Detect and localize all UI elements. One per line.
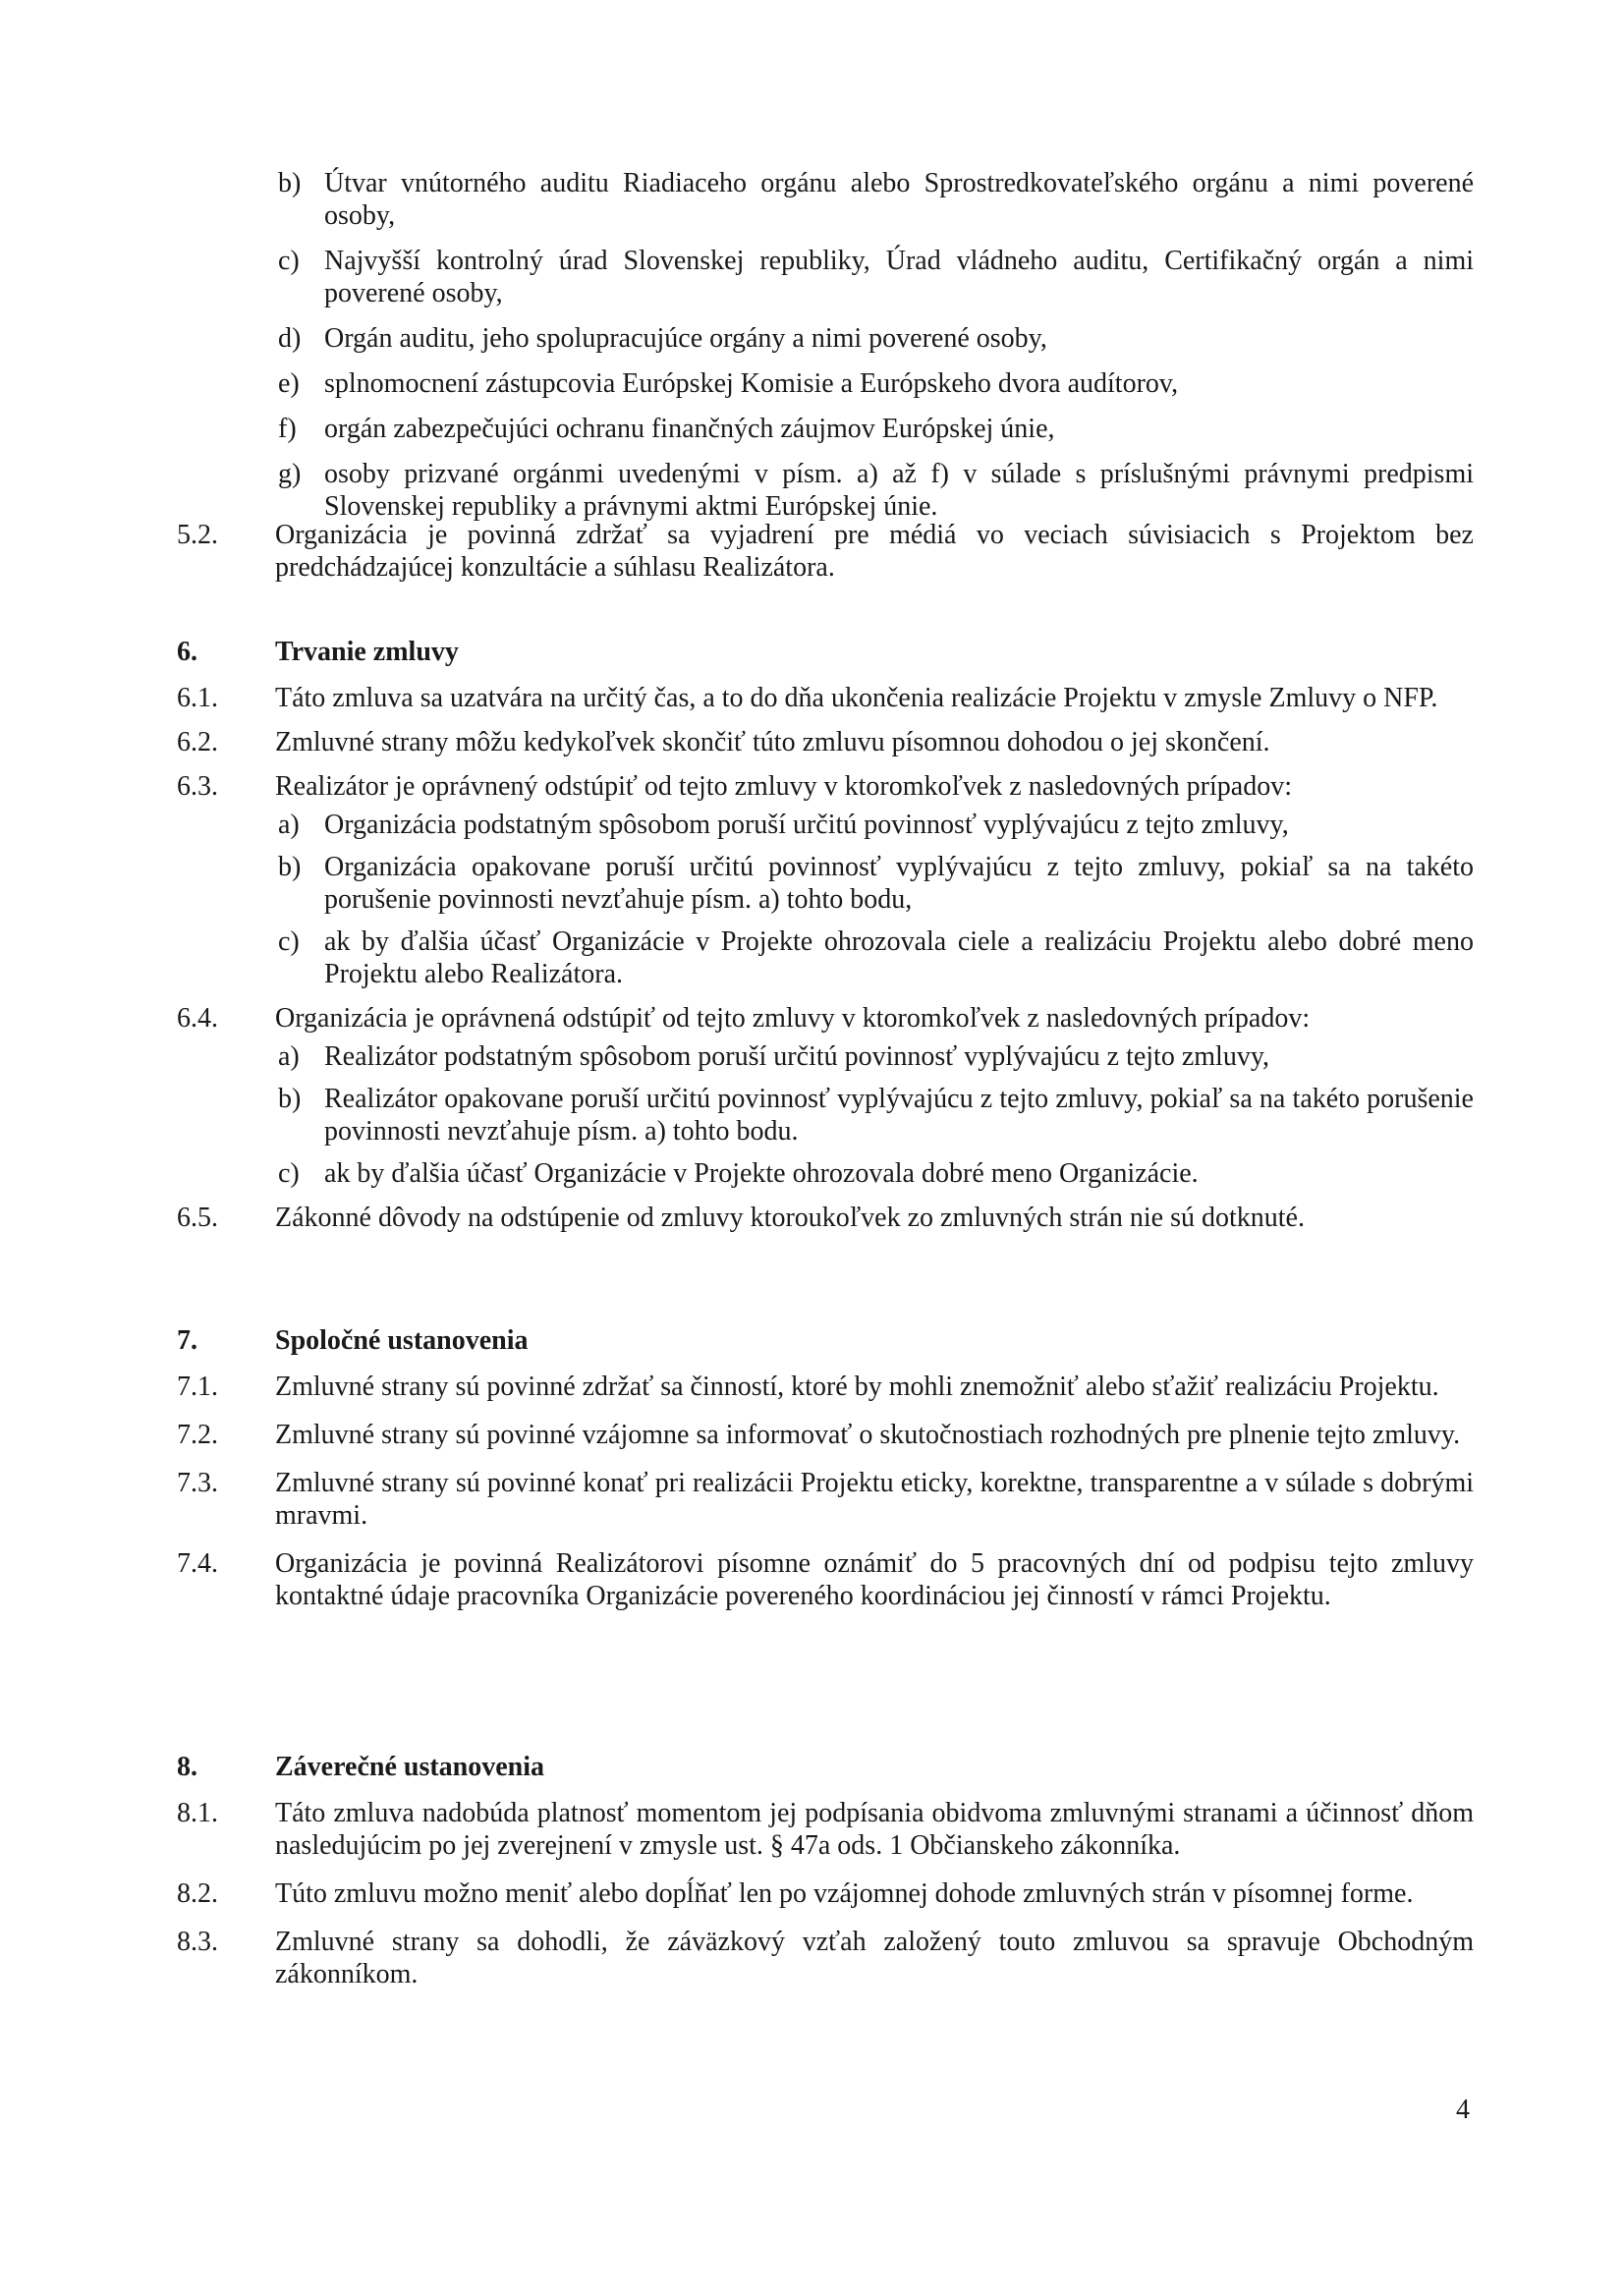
item-text: Útvar vnútorného auditu Riadiaceho orgánu alebo Sprostredkovateľského orgánu a nimi poverené osoby, [324, 168, 1474, 231]
numbered-clause [177, 726, 1474, 758]
clause-number: 7.1. [177, 1372, 218, 1402]
clause-number: 8.3. [177, 1927, 218, 1957]
list-item [177, 1157, 1474, 1190]
section-title: Záverečné ustanovenia [275, 1752, 545, 1782]
numbered-clause [177, 770, 1474, 803]
item-letter: d) [278, 323, 302, 354]
item-text: Organizácia podstatným spôsobom poruší určitú povinnosť vyplývajúcu z tejto zmluvy, [324, 810, 1289, 840]
clause-number: 8.1. [177, 1798, 218, 1828]
clause-text: Zmluvné strany sú povinné zdržať sa činností, ktoré by mohli znemožniť alebo sťažiť realizáciu Projektu. [275, 1372, 1439, 1402]
section-number: 7. [177, 1325, 197, 1356]
numbered-clause [177, 682, 1474, 714]
section-heading [177, 1324, 1474, 1357]
page-number: 4 [1456, 2095, 1470, 2125]
list-item [177, 1083, 1474, 1148]
numbered-clause [177, 1419, 1474, 1451]
section-heading [177, 636, 1474, 668]
clause-text: Organizácia je oprávnená odstúpiť od tejto zmluvy v ktoromkoľvek z nasledovných prípadov: [275, 1003, 1311, 1034]
list-item [177, 458, 1474, 523]
list-item [177, 322, 1474, 355]
numbered-clause [177, 1926, 1474, 1990]
clause-text: Zmluvné strany môžu kedykoľvek skončiť túto zmluvu písomnou dohodou o jej skončení. [275, 727, 1270, 757]
clause-number: 6.4. [177, 1003, 218, 1034]
item-text: osoby prizvané orgánmi uvedenými v písm. a) až f) v súlade s príslušnými právnymi predpismi Slovenskej republiky a právnymi aktmi Európskej únie. [324, 459, 1474, 522]
item-text: Realizátor opakovane poruší určitú povinnosť vyplývajúcu z tejto zmluvy, pokiaľ sa na takéto porušenie povinnosti nevzťahuje písm. a) tohto bodu. [324, 1084, 1474, 1147]
clause-number: 6.2. [177, 727, 218, 757]
clause-text: Organizácia je povinná zdržať sa vyjadrení pre médiá vo veciach súvisiacich s Projektom bez predchádzajúcej konzultácie a súhlasu Realizátora. [275, 520, 1474, 583]
item-text: ak by ďalšia účasť Organizácie v Projekte ohrozovala ciele a realizáciu Projektu alebo dobré meno Projektu alebo Realizátora. [324, 926, 1474, 989]
clause-text: Organizácia je povinná Realizátorovi písomne oznámiť do 5 pracovných dní od podpisu tejto zmluvy kontaktné údaje pracovníka Organizácie povereného koordináciou jej činností v rámci Projektu. [275, 1548, 1474, 1611]
item-text: splnomocnení zástupcovia Európskej Komisie a Európskeho dvora audítorov, [324, 368, 1179, 399]
item-text: orgán zabezpečujúci ochranu finančných záujmov Európskej únie, [324, 414, 1055, 444]
numbered-clause [177, 1797, 1474, 1862]
clause-number: 5.2. [177, 520, 218, 550]
numbered-clause [177, 1877, 1474, 1910]
item-letter: a) [278, 810, 300, 840]
list-item [177, 809, 1474, 841]
section-heading [177, 1751, 1474, 1783]
list-item [177, 1040, 1474, 1073]
item-text: Najvyšší kontrolný úrad Slovenskej republiky, Úrad vládneho auditu, Certifikačný orgán a nimi poverené osoby, [324, 246, 1474, 308]
clause-number: 8.2. [177, 1878, 218, 1909]
item-letter: g) [278, 459, 302, 489]
clause-text: Zmluvné strany sú povinné vzájomne sa informovať o skutočnostiach rozhodných pre plnenie tejto zmluvy. [275, 1420, 1461, 1450]
section-title: Trvanie zmluvy [275, 637, 459, 667]
section-number: 8. [177, 1752, 197, 1782]
clause-text: Táto zmluva nadobúda platnosť momentom jej podpísania obidvoma zmluvnými stranami a účinnosť dňom nasledujúcim po jej zverejnení v zmysle ust. § 47a ods. 1 Občianskeho zákonníka. [275, 1798, 1474, 1861]
clause-number: 6.1. [177, 683, 218, 713]
item-text: Orgán auditu, jeho spolupracujúce orgány a nimi poverené osoby, [324, 323, 1047, 354]
numbered-clause [177, 1002, 1474, 1035]
list-item [177, 245, 1474, 309]
list-item [177, 367, 1474, 400]
section-6 [177, 636, 1474, 1234]
clause-number: 7.4. [177, 1548, 218, 1579]
item-letter: b) [278, 1084, 302, 1114]
list-item [177, 413, 1474, 445]
numbered-clause [177, 1371, 1474, 1403]
item-letter: c) [278, 1158, 300, 1189]
section-8 [177, 1751, 1474, 1990]
item-letter: b) [278, 168, 302, 198]
item-letter: a) [278, 1041, 300, 1072]
clause-text: Zákonné dôvody na odstúpenie od zmluvy ktoroukoľvek zo zmluvných strán nie sú dotknuté. [275, 1203, 1305, 1233]
section-7 [177, 1324, 1474, 1612]
numbered-clause [177, 1202, 1474, 1234]
clause-number: 7.3. [177, 1468, 218, 1498]
clause-text: Táto zmluva sa uzatvára na určitý čas, a to do dňa ukončenia realizácie Projektu v zmysle Zmluvy o NFP. [275, 683, 1438, 713]
clause-5-2 [177, 519, 1474, 584]
item-letter: c) [278, 246, 300, 276]
item-text: ak by ďalšia účasť Organizácie v Projekte ohrozovala dobré meno Organizácie. [324, 1158, 1199, 1189]
clause-text: Zmluvné strany sa dohodli, že záväzkový vzťah založený touto zmluvou sa spravuje Obchodným zákonníkom. [275, 1927, 1474, 1989]
clause-number: 7.2. [177, 1420, 218, 1450]
item-letter: c) [278, 926, 300, 957]
item-letter: b) [278, 852, 302, 882]
numbered-clause [177, 1547, 1474, 1612]
item-text: Realizátor podstatným spôsobom poruší určitú povinnosť vyplývajúcu z tejto zmluvy, [324, 1041, 1270, 1072]
list-item [177, 851, 1474, 916]
numbered-clause [177, 1467, 1474, 1532]
clause-number: 6.5. [177, 1203, 218, 1233]
clause-text: Zmluvné strany sú povinné konať pri realizácii Projektu eticky, korektne, transparentne a v súlade s dobrými mravmi. [275, 1468, 1474, 1531]
clause-number: 6.3. [177, 771, 218, 802]
list-item [177, 925, 1474, 990]
item-letter: f) [278, 414, 297, 444]
list-item [177, 167, 1474, 232]
numbered-clause [177, 519, 1474, 584]
section-number: 6. [177, 637, 197, 667]
section-5-list [177, 167, 1474, 523]
item-letter: e) [278, 368, 300, 399]
section-title: Spoločné ustanovenia [275, 1325, 529, 1356]
clause-text: Realizátor je oprávnený odstúpiť od tejto zmluvy v ktoromkoľvek z nasledovných prípadov: [275, 771, 1292, 802]
clause-text: Túto zmluvu možno meniť alebo dopĺňať len po vzájomnej dohode zmluvných strán v písomnej forme. [275, 1878, 1414, 1909]
item-text: Organizácia opakovane poruší určitú povinnosť vyplývajúcu z tejto zmluvy, pokiaľ sa na takéto porušenie povinnosti nevzťahuje písm. a) tohto bodu, [324, 852, 1474, 915]
